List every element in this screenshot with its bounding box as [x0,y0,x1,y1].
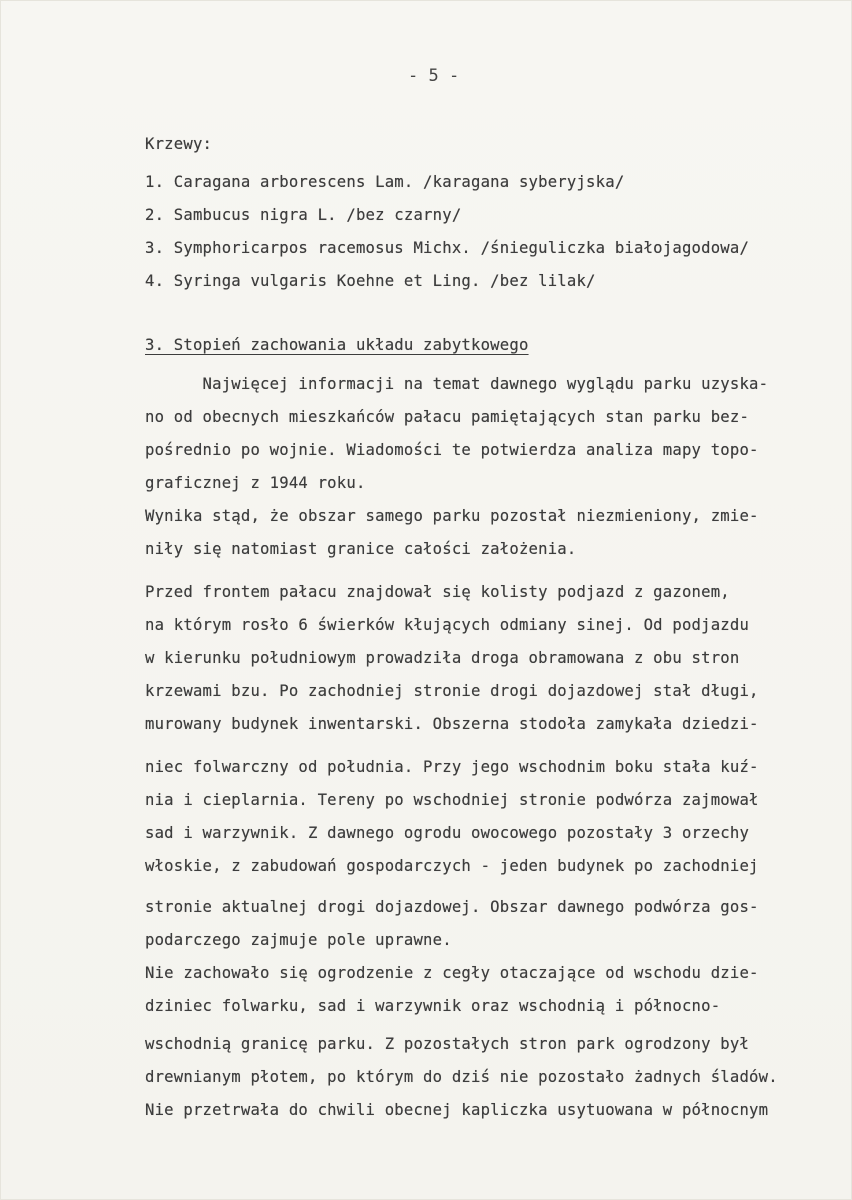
body-line: krzewami bzu. Po zachodniej stronie drogi dojazdowej stał długi, [145,682,759,700]
shrub-item-2: 2. Sambucus nigra L. /bez czarny/ [145,206,462,224]
shrubs-heading: Krzewy: [145,135,213,153]
body-line: wschodnią granicę parku. Z pozostałych stron park ogrodzony był [145,1035,750,1053]
shrub-item-4: 4. Syringa vulgaris Koehne et Ling. /bez lilak/ [145,272,596,290]
shrub-item-1: 1. Caragana arborescens Lam. /karagana syberyjska/ [145,173,625,191]
shrub-item-3: 3. Symphoricarpos racemosus Michx. /śnieguliczka białojagodowa/ [145,239,750,257]
body-line: pośrednio po wojnie. Wiadomości te potwierdza analiza mapy topo- [145,441,759,459]
body-line: w kierunku południowym prowadziła droga obramowana z obu stron [145,649,740,667]
body-line: Najwięcej informacji na temat dawnego wyglądu parku uzyska- [145,375,769,393]
body-line: Nie zachowało się ogrodzenie z cegły otaczające od wschodu dzie- [145,964,759,982]
body-line: Przed frontem pałacu znajdował się kolisty podjazd z gazonem, [145,583,730,601]
body-line: podarczego zajmuje pole uprawne. [145,931,452,949]
page-number: - 5 - [408,66,460,86]
body-line: włoskie, z zabudowań gospodarczych - jeden budynek po zachodniej [145,857,759,875]
body-line: Wynika stąd, że obszar samego parku pozostał niezmieniony, zmie- [145,507,759,525]
body-line: nia i cieplarnia. Tereny po wschodniej stronie podwórza zajmował [145,791,759,809]
body-line: na którym rosło 6 świerków kłujących odmiany sinej. Od podjazdu [145,616,750,634]
body-line: niły się natomiast granice całości założenia. [145,540,577,558]
body-line: drewnianym płotem, po którym do dziś nie pozostało żadnych śladów. [145,1068,778,1086]
body-line: dziniec folwarku, sad i warzywnik oraz wschodnią i północno- [145,997,721,1015]
section-heading: 3. Stopień zachowania układu zabytkowego [145,336,529,354]
body-line: no od obecnych mieszkańców pałacu pamiętających stan parku bez- [145,408,750,426]
body-line: murowany budynek inwentarski. Obszerna stodoła zamykała dziedzi- [145,715,759,733]
body-line: stronie aktualnej drogi dojazdowej. Obszar dawnego podwórza gos- [145,898,759,916]
body-line: graficznej z 1944 roku. [145,474,366,492]
body-line: Nie przetrwała do chwili obecnej kapliczka usytuowana w północnym [145,1101,769,1119]
body-line: sad i warzywnik. Z dawnego ogrodu owocowego pozostały 3 orzechy [145,824,750,842]
body-line: niec folwarczny od południa. Przy jego wschodnim boku stała kuź- [145,758,759,776]
